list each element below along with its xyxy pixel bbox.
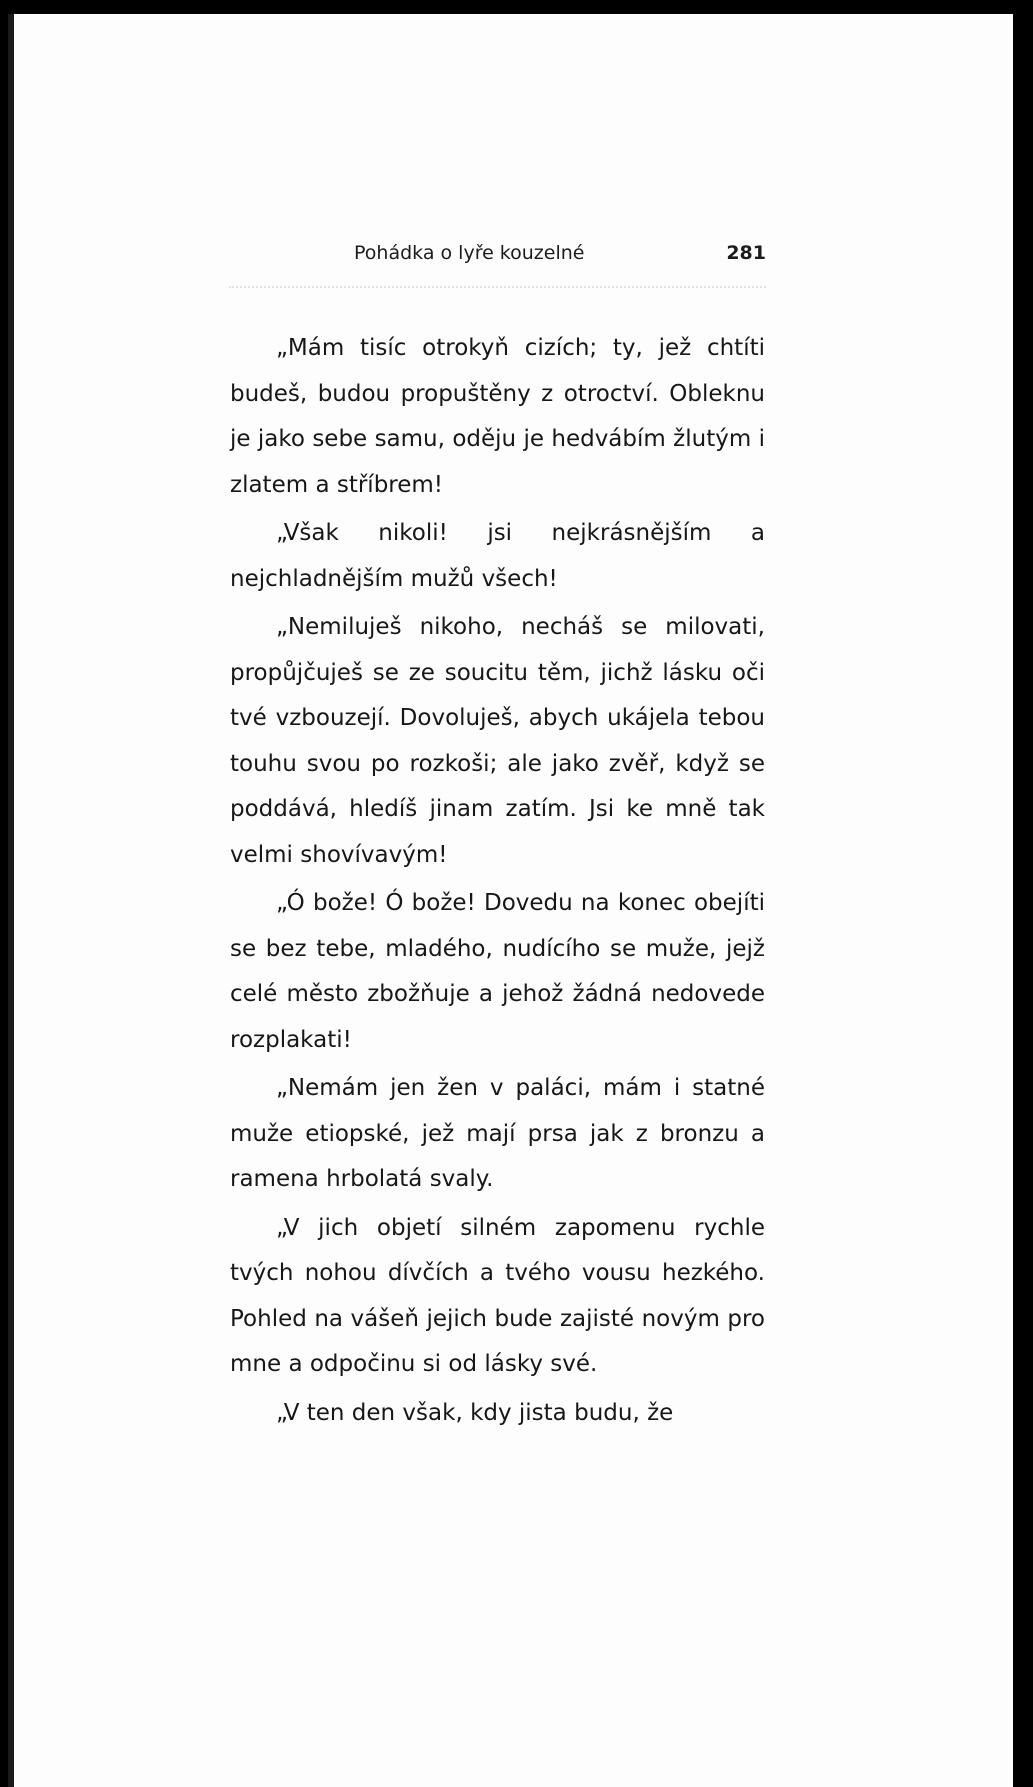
running-title: Pohádka o lyře kouzelné	[354, 242, 585, 264]
page-edge-mark	[8, 1634, 14, 1684]
page-header	[354, 242, 766, 272]
page-edge-mark	[8, 874, 14, 914]
page-edge-mark	[8, 1324, 14, 1354]
paragraph: „Mám tisíc otrokyň cizích; ty, jež chtíti budeš, budou propuštěny z otroctví. Obleknu je jako sebe samu, oděju je hedvábím žlutým i zlatem a stříbrem!	[230, 335, 765, 498]
page-number: 281	[726, 242, 766, 264]
book-page	[8, 14, 1013, 1787]
header-rule	[229, 286, 766, 288]
body-text	[230, 326, 765, 1436]
paragraph: „Však nikoli! jsi nejkrásnějším a nejchladnějším mužů všech!	[230, 520, 765, 592]
paragraph: „Nemám jen žen v paláci, mám i statné muže etiopské, jež mají prsa jak z bronzu a ramena hrbolatá svaly.	[230, 1075, 765, 1192]
paragraph: „Nemiluješ nikoho, necháš se milovati, propůjčuješ se ze soucitu těm, jichž lásku oči tvé vzbouzejí. Dovoluješ, abych ukájela tebou touhu svou po rozkoši; ale jako zvěř, když se poddává, hledíš jinam zatím. Jsi ke mně tak velmi shovívavým!	[230, 614, 765, 868]
paragraph: „Ó bože! Ó bože! Dovedu na konec obejíti se bez tebe, mladého, nudícího se muže, jejž celé město zbožňuje a jehož žádná nedovede rozplakati!	[230, 890, 765, 1053]
paragraph: „V jich objetí silném zapomenu rychle tvých nohou dívčích a tvého vousu hezkého. Pohled na vášeň jejich bude zajisté novým pro mne a odpočinu si od lásky své.	[230, 1214, 765, 1377]
page-edge-mark	[8, 354, 14, 414]
paragraph: „V ten den však, kdy jista budu, že	[276, 1399, 674, 1426]
